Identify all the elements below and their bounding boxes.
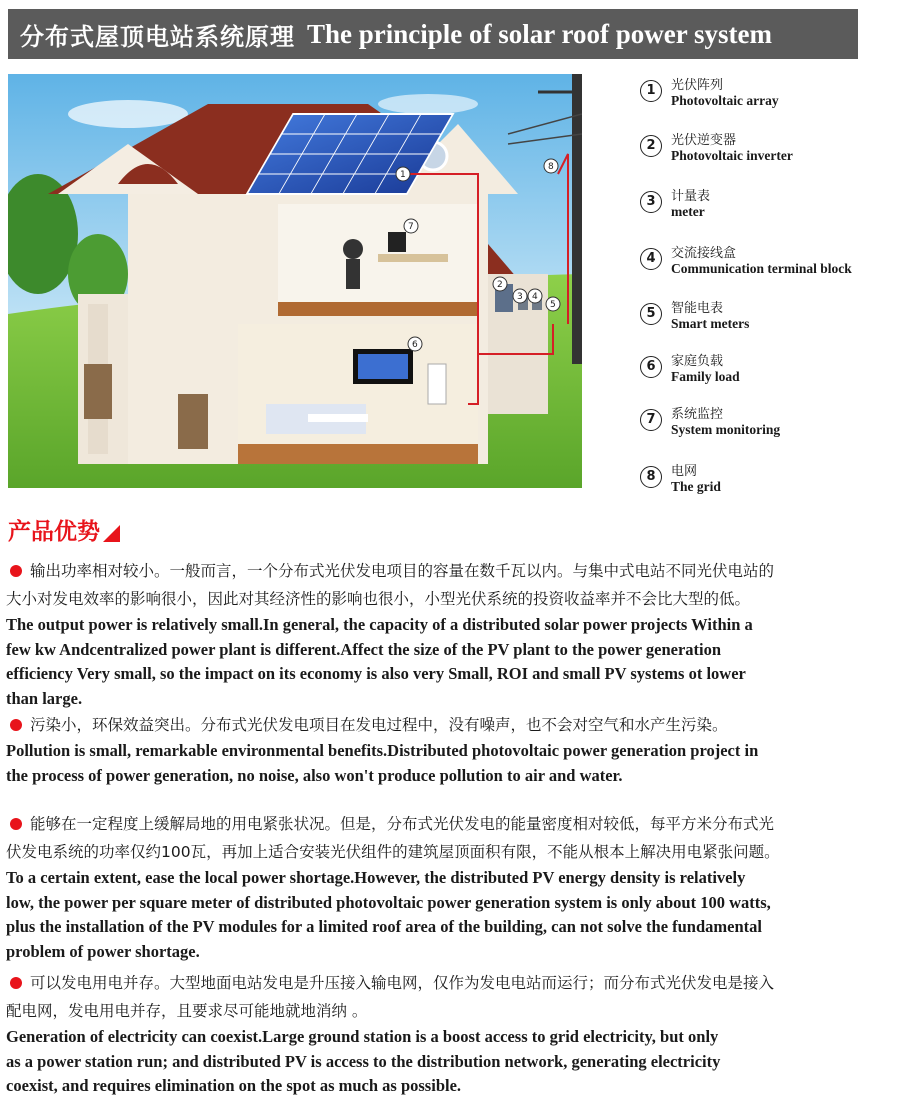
legend-number: 5 <box>640 303 662 325</box>
bullet-dot-icon <box>10 818 22 830</box>
svg-text:5: 5 <box>550 300 556 310</box>
legend-label-en: Smart meters <box>671 316 750 331</box>
svg-text:8: 8 <box>548 162 554 172</box>
legend-label-en: meter <box>671 204 705 219</box>
legend-item <box>640 242 890 286</box>
legend-label-en: Photovoltaic inverter <box>671 148 793 163</box>
bullet-dot-icon <box>10 719 22 731</box>
legend-item <box>640 185 890 229</box>
advantage-en-line: the process of power generation, no noise, also won't produce pollution to air and water. <box>6 765 623 785</box>
legend-label-zh: 光伏阵列 <box>671 78 724 93</box>
advantage-zh-line: 污染小，环保效益突出。分布式光伏发电项目在发电过程中，没有噪声，也不会对空气和水产生污染。 <box>30 716 728 734</box>
advantage-en-line: coexist, and requires elimination on the spot as much as possible. <box>6 1076 462 1095</box>
advantage-zh-line: 可以发电用电并存。大型地面电站发电是升压接入输电网，仅作为发电电站而运行；而分布式光伏发电是接入 <box>30 974 775 992</box>
advantage-en-line: as a power station run; and distributed PV is access to the distribution network, generating electricity <box>6 1051 721 1071</box>
triangle-icon <box>103 525 120 542</box>
bullet-dot-icon <box>10 565 22 577</box>
legend-label-zh: 电网 <box>671 464 698 479</box>
advantage-zh-line: 大小对发电效率的影响很小，因此对其经济性的影响也很小，小型光伏系统的投资收益率并不会比大型的低。 <box>6 590 751 608</box>
legend-number: 6 <box>640 356 662 378</box>
legend-number: 1 <box>640 80 662 102</box>
header-bar <box>8 9 858 59</box>
legend-item <box>640 403 890 447</box>
legend-item <box>640 297 890 341</box>
advantage-item <box>6 557 886 711</box>
legend-label-en: Photovoltaic array <box>671 93 779 108</box>
title-zh: 分布式屋顶电站系统原理 <box>20 22 295 51</box>
legend-label-zh: 智能电表 <box>671 301 724 316</box>
legend-label-zh: 家庭负载 <box>671 354 724 369</box>
legend-label-zh: 光伏逆变器 <box>671 133 737 148</box>
svg-text:4: 4 <box>532 292 538 302</box>
advantage-en-line: problem of power shortage. <box>6 941 200 961</box>
legend-number: 3 <box>640 191 662 213</box>
advantage-en-line: plus the installation of the PV modules for a limited roof area of the building, can not solve the fundamental <box>6 917 762 936</box>
legend-item <box>640 74 890 118</box>
svg-text:6: 6 <box>412 340 418 350</box>
advantage-en-line: efficiency Very small, so the impact on its economy is also very Small, ROI and small PV systems ot lower <box>6 664 746 683</box>
advantage-en-line: few kw Andcentralized power plant is different.Affect the size of the PV plant to the power generation <box>6 639 722 659</box>
house-diagram <box>8 74 582 488</box>
legend-item <box>640 460 890 504</box>
svg-text:3: 3 <box>517 292 523 302</box>
advantage-en-line: than large. <box>6 688 83 708</box>
legend-label-zh: 计量表 <box>671 189 711 204</box>
advantage-zh-line: 配电网，发电用电并存，且要求尽可能地就地消纳 。 <box>6 1002 368 1020</box>
advantage-en-line: Generation of electricity can coexist.Large ground station is a boost access to grid electricity, but only <box>6 1027 719 1046</box>
advantage-en-line: Pollution is small, remarkable environmental benefits.Distributed photovoltaic power generation project in <box>6 741 759 760</box>
svg-text:1: 1 <box>400 170 406 180</box>
advantage-item <box>6 810 886 964</box>
legend-label-en: System monitoring <box>671 422 781 437</box>
legend-number: 7 <box>640 409 662 431</box>
section-title <box>8 513 120 546</box>
legend-label-en: The grid <box>671 479 721 494</box>
legend-number: 4 <box>640 248 662 270</box>
svg-text:7: 7 <box>408 222 414 232</box>
advantage-en-line: low, the power per square meter of distributed photovoltaic power generation system is only about 100 watts, <box>6 892 771 912</box>
advantage-en-line: The output power is relatively small.In general, the capacity of a distributed solar power projects Within a <box>6 615 753 634</box>
section-title-text: 产品优势 <box>8 519 100 545</box>
advantage-zh-line: 输出功率相对较小。一般而言，一个分布式光伏发电项目的容量在数千瓦以内。与集中式电站不同光伏电站的 <box>30 562 775 580</box>
advantage-zh-line: 伏发电系统的功率仅约100瓦，再加上适合安装光伏组件的建筑屋顶面积有限，不能从根本上解决用电紧张问题。 <box>6 843 780 861</box>
advantage-zh-line: 能够在一定程度上缓解局地的用电紧张状况。但是，分布式光伏发电的能量密度相对较低，每平方米分布式光 <box>30 815 775 833</box>
solar-house-illustration <box>8 74 582 488</box>
legend-label-en: Communication terminal block <box>671 261 852 276</box>
legend-label-zh: 交流接线盒 <box>671 246 737 261</box>
legend-label-zh: 系统监控 <box>671 407 724 422</box>
bullet-dot-icon <box>10 977 22 989</box>
advantage-item <box>6 969 886 1099</box>
legend-number: 8 <box>640 466 662 488</box>
legend-item <box>640 350 890 394</box>
legend-item <box>640 129 890 173</box>
svg-text:2: 2 <box>497 280 503 290</box>
advantage-en-line: To a certain extent, ease the local power shortage.However, the distributed PV energy density is relatively <box>6 868 746 887</box>
advantage-item <box>6 711 886 788</box>
title-en: The principle of solar roof power system <box>307 18 772 49</box>
legend-label-en: Family load <box>671 369 740 384</box>
legend-number: 2 <box>640 135 662 157</box>
